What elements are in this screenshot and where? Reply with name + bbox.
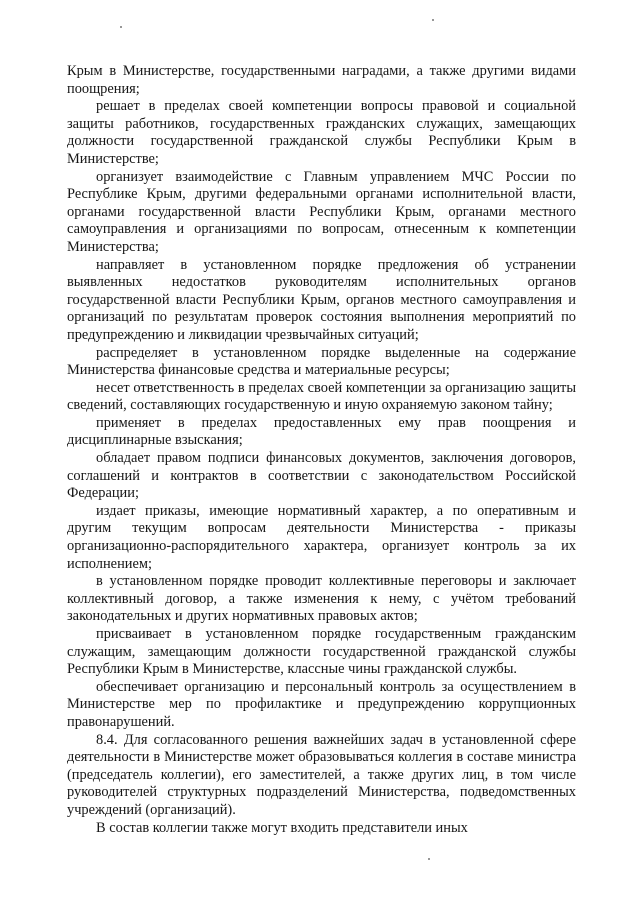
paragraph-class-ranks: присваивает в установленном порядке государственным гражданским служащим, замещающим должности государственной гражданской службы Республики Крым в Министерстве, классные чины гражданской службы. xyxy=(67,626,576,678)
paragraph-anticorruption: обеспечивает организацию и персональный контроль за осуществлением в Министерстве мер по профилактике и предупреждению коррупционных правонарушений. xyxy=(67,678,576,730)
paragraph-financial-distribution: распределяет в установленном порядке выделенные на содержание Министерства финансовые средства и материальные ресурсы; xyxy=(67,344,576,379)
paragraph-incentives: применяет в пределах предоставленных ему прав поощрения и дисциплинарные взыскания; xyxy=(67,414,576,449)
paragraph-proposals: направляет в установленном порядке предложения об устранении выявленных недостатков руководителям исполнительных органов государственной власти Республики Крым, органов местного самоуправления и организаций по результатам проверок состояния выполнения мероприятий по предупреждению и ликвидации чрезвычайных ситуаций; xyxy=(67,256,576,343)
paragraph-signature-right: обладает правом подписи финансовых документов, заключения договоров, соглашений и контрактов в соответствии с законодательством Российской Федерации; xyxy=(67,450,576,502)
paragraph-collegium-composition: В состав коллегии также могут входить представители иных xyxy=(96,819,468,836)
paragraph-interaction: организует взаимодействие с Главным управлением МЧС России по Республике Крым, другими федеральными органами исполнительной власти, органами государственной власти Республики Крым, органами местного самоуправления и организациями по вопросам, отнесенным к компетенции Министерства; xyxy=(67,168,576,255)
scan-speck xyxy=(428,858,430,860)
paragraph-legal-social-protection: решает в пределах своей компетенции вопросы правовой и социальной защиты работников, государственных гражданских служащих, замещающих должности государственной гражданской службы Республики Крым в Министерстве; xyxy=(67,98,576,167)
scan-speck xyxy=(432,19,434,21)
paragraph-8-4-collegium: 8.4. Для согласованного решения важнейших задач в установленной сфере деятельности в Министерстве может образовываться коллегия в составе министра (председатель коллегии), его заместителей, а также других лиц, в том числе руководителей структурных подразделений Министерства, подведомственных учреждений (организаций). xyxy=(67,731,576,818)
paragraph-orders: издает приказы, имеющие нормативный характер, а по оперативным и другим текущим вопросам деятельности Министерства - приказы организационно-распорядительного характера, организует контроль за их исполнением; xyxy=(67,502,576,572)
paragraph-collective-agreement: в установленном порядке проводит коллективные переговоры и заключает коллективный договор, а также изменения к нему, с учётом требований законодательных и других нормативных правовых актов; xyxy=(67,573,576,625)
paragraph-secrecy: несет ответственность в пределах своей компетенции за организацию защиты сведений, составляющих государственную и иную охраняемую законом тайну; xyxy=(67,379,576,414)
document-body xyxy=(67,63,576,837)
scan-speck xyxy=(120,26,122,28)
paragraph-continuation: Крым в Министерстве, государственными наградами, а также другими видами поощрения; xyxy=(67,63,576,97)
